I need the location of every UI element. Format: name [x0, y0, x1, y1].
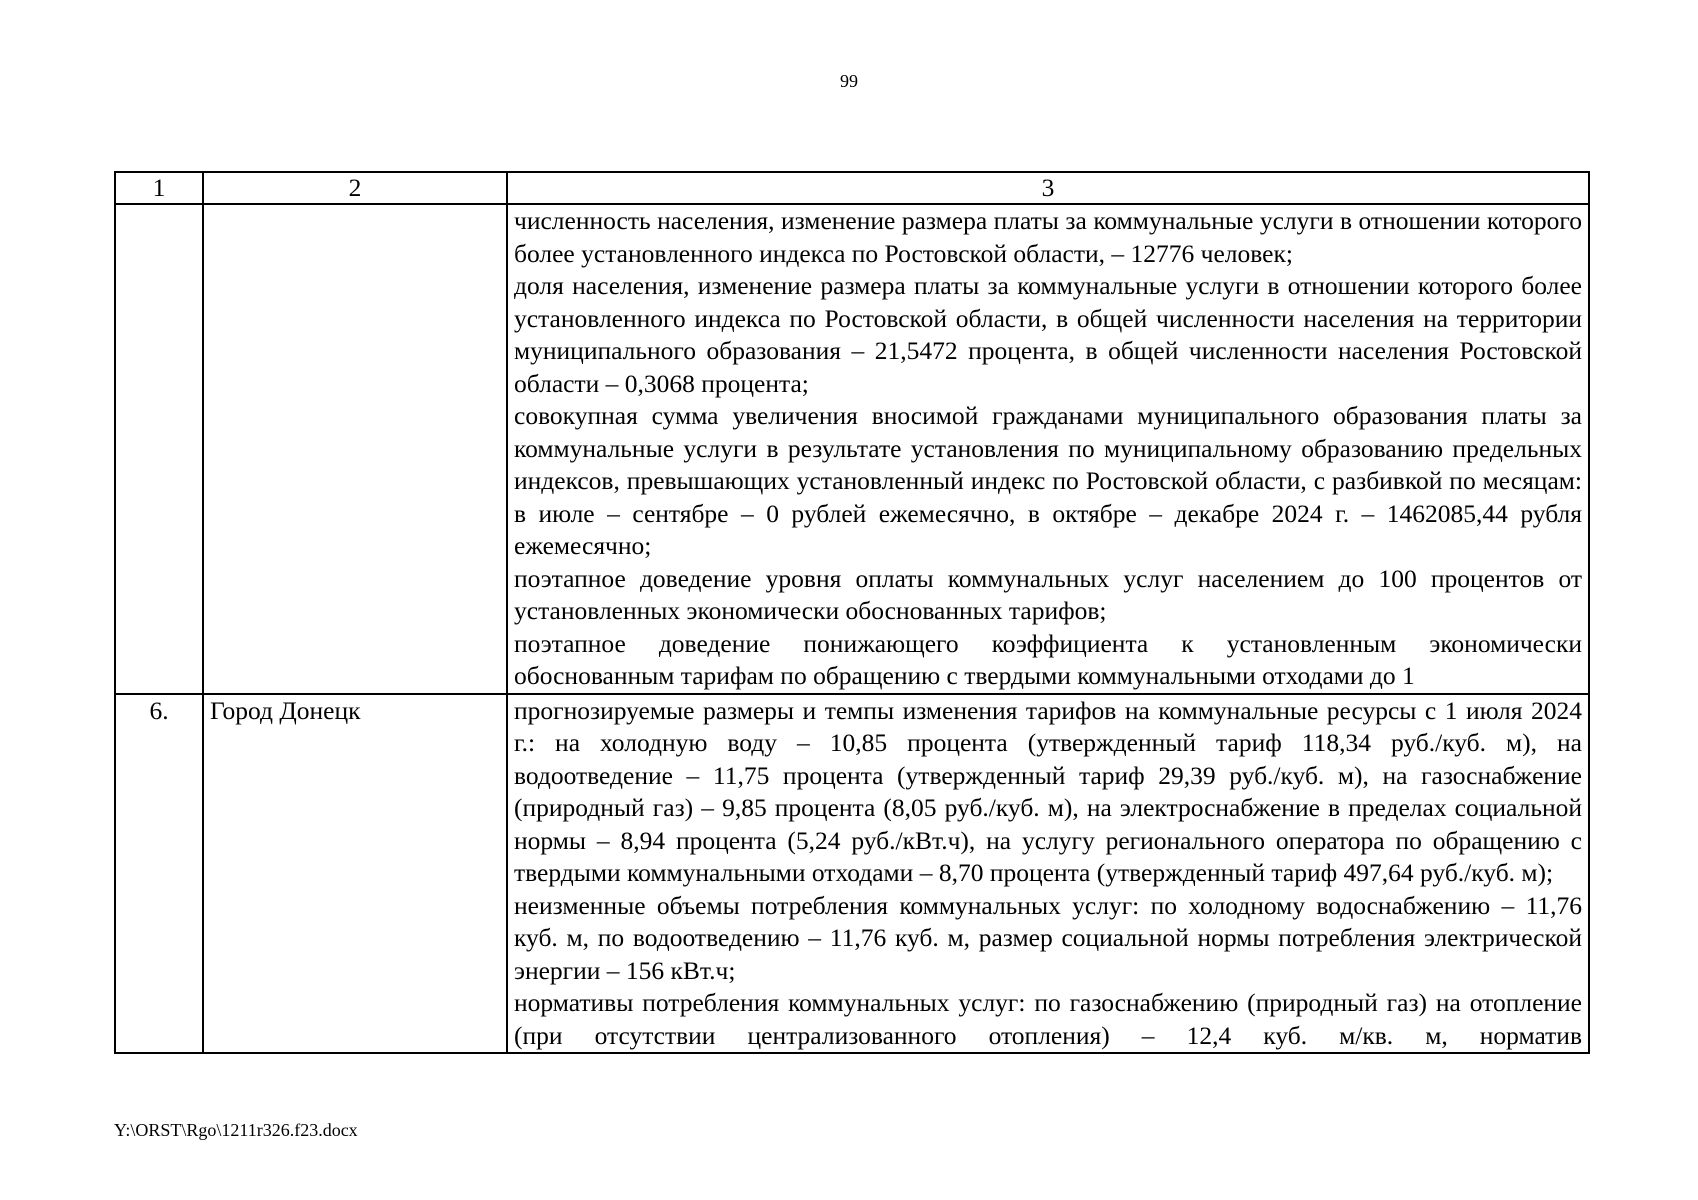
description-paragraph: поэтапное доведение понижающего коэффициента к установленным экономически обоснованным тарифам по обращению с твердыми коммунальными отходами до 1 — [514, 628, 1582, 690]
description-paragraph: поэтапное доведение уровня оплаты коммунальных услуг населением до 100 процентов от установленных экономически обоснованных тарифов; — [514, 563, 1582, 625]
page-number: 99 — [840, 71, 858, 91]
municipality-name-cell — [203, 204, 507, 694]
table-row — [115, 694, 1589, 1054]
row-number-cell — [115, 204, 203, 694]
column-number-2: 2 — [203, 172, 507, 204]
description-cell — [507, 694, 1589, 1054]
table-row — [115, 204, 1589, 694]
column-number-3: 3 — [507, 172, 1589, 204]
description-paragraph: совокупная сумма увеличения вносимой гражданами муниципального образования платы за коммунальные услуги в результате установления по муниципальному образованию предельных индексов, превышающих установленный индекс по Ростовской области, с разбивкой по месяцам: в июле – сентябре – 0 рублей ежемесячно, в октябре – декабре 2024 г. – 1462085,44 рубля ежемесячно; — [514, 401, 1582, 560]
description-paragraph: доля населения, изменение размера платы за коммунальные услуги в отношении которого более установленного индекса по Ростовской области, в общей численности населения на территории муниципального образования – 21,5472 процента, в общей численности населения Ростовской области – 0,3068 процента; — [514, 271, 1582, 398]
column-number-1: 1 — [115, 172, 203, 204]
document-table — [114, 171, 1590, 1054]
description-paragraph: неизменные объемы потребления коммунальных услуг: по холодному водоснабжению – 11,76 куб. м, по водоотведению – 11,76 куб. м, размер социальной нормы потребления электрической энергии – 156 кВт.ч; — [514, 890, 1582, 985]
file-path-footer: Y:\ORST\Rgo\1211r326.f23.docx — [114, 1120, 358, 1140]
description-paragraph: прогнозируемые размеры и темпы изменения тарифов на коммунальные ресурсы с 1 июля 2024 г.: на холодную воду – 10,85 процента (утвержденный тариф 118,34 руб./куб. м), на водоотведение – 11,75 процента (утвержденный тариф 29,39 руб./куб. м), на газоснабжение (природный газ) – 9,85 процента (8,05 руб./куб. м), на электроснабжение в пределах социальной нормы – 8,94 процента (5,24 руб./кВт.ч), на услугу регионального оператора по обращению с твердыми коммунальными отходами – 8,70 процента (утвержденный тариф 497,64 руб./куб. м); — [514, 695, 1582, 887]
description-cell — [507, 204, 1589, 694]
description-paragraph: нормативы потребления коммунальных услуг: по газоснабжению (природный газ) на отопление (при отсутствии централизованного отопления) – 12,4 куб. м/кв. м, норматив — [514, 988, 1582, 1050]
table-header-row — [115, 172, 1589, 204]
municipality-name-cell: Город Донецк — [203, 694, 507, 1054]
description-paragraph: численность населения, изменение размера платы за коммунальные услуги в отношении которого более установленного индекса по Ростовской области, – 12776 человек; — [514, 206, 1582, 268]
row-number-cell: 6. — [115, 694, 203, 1054]
